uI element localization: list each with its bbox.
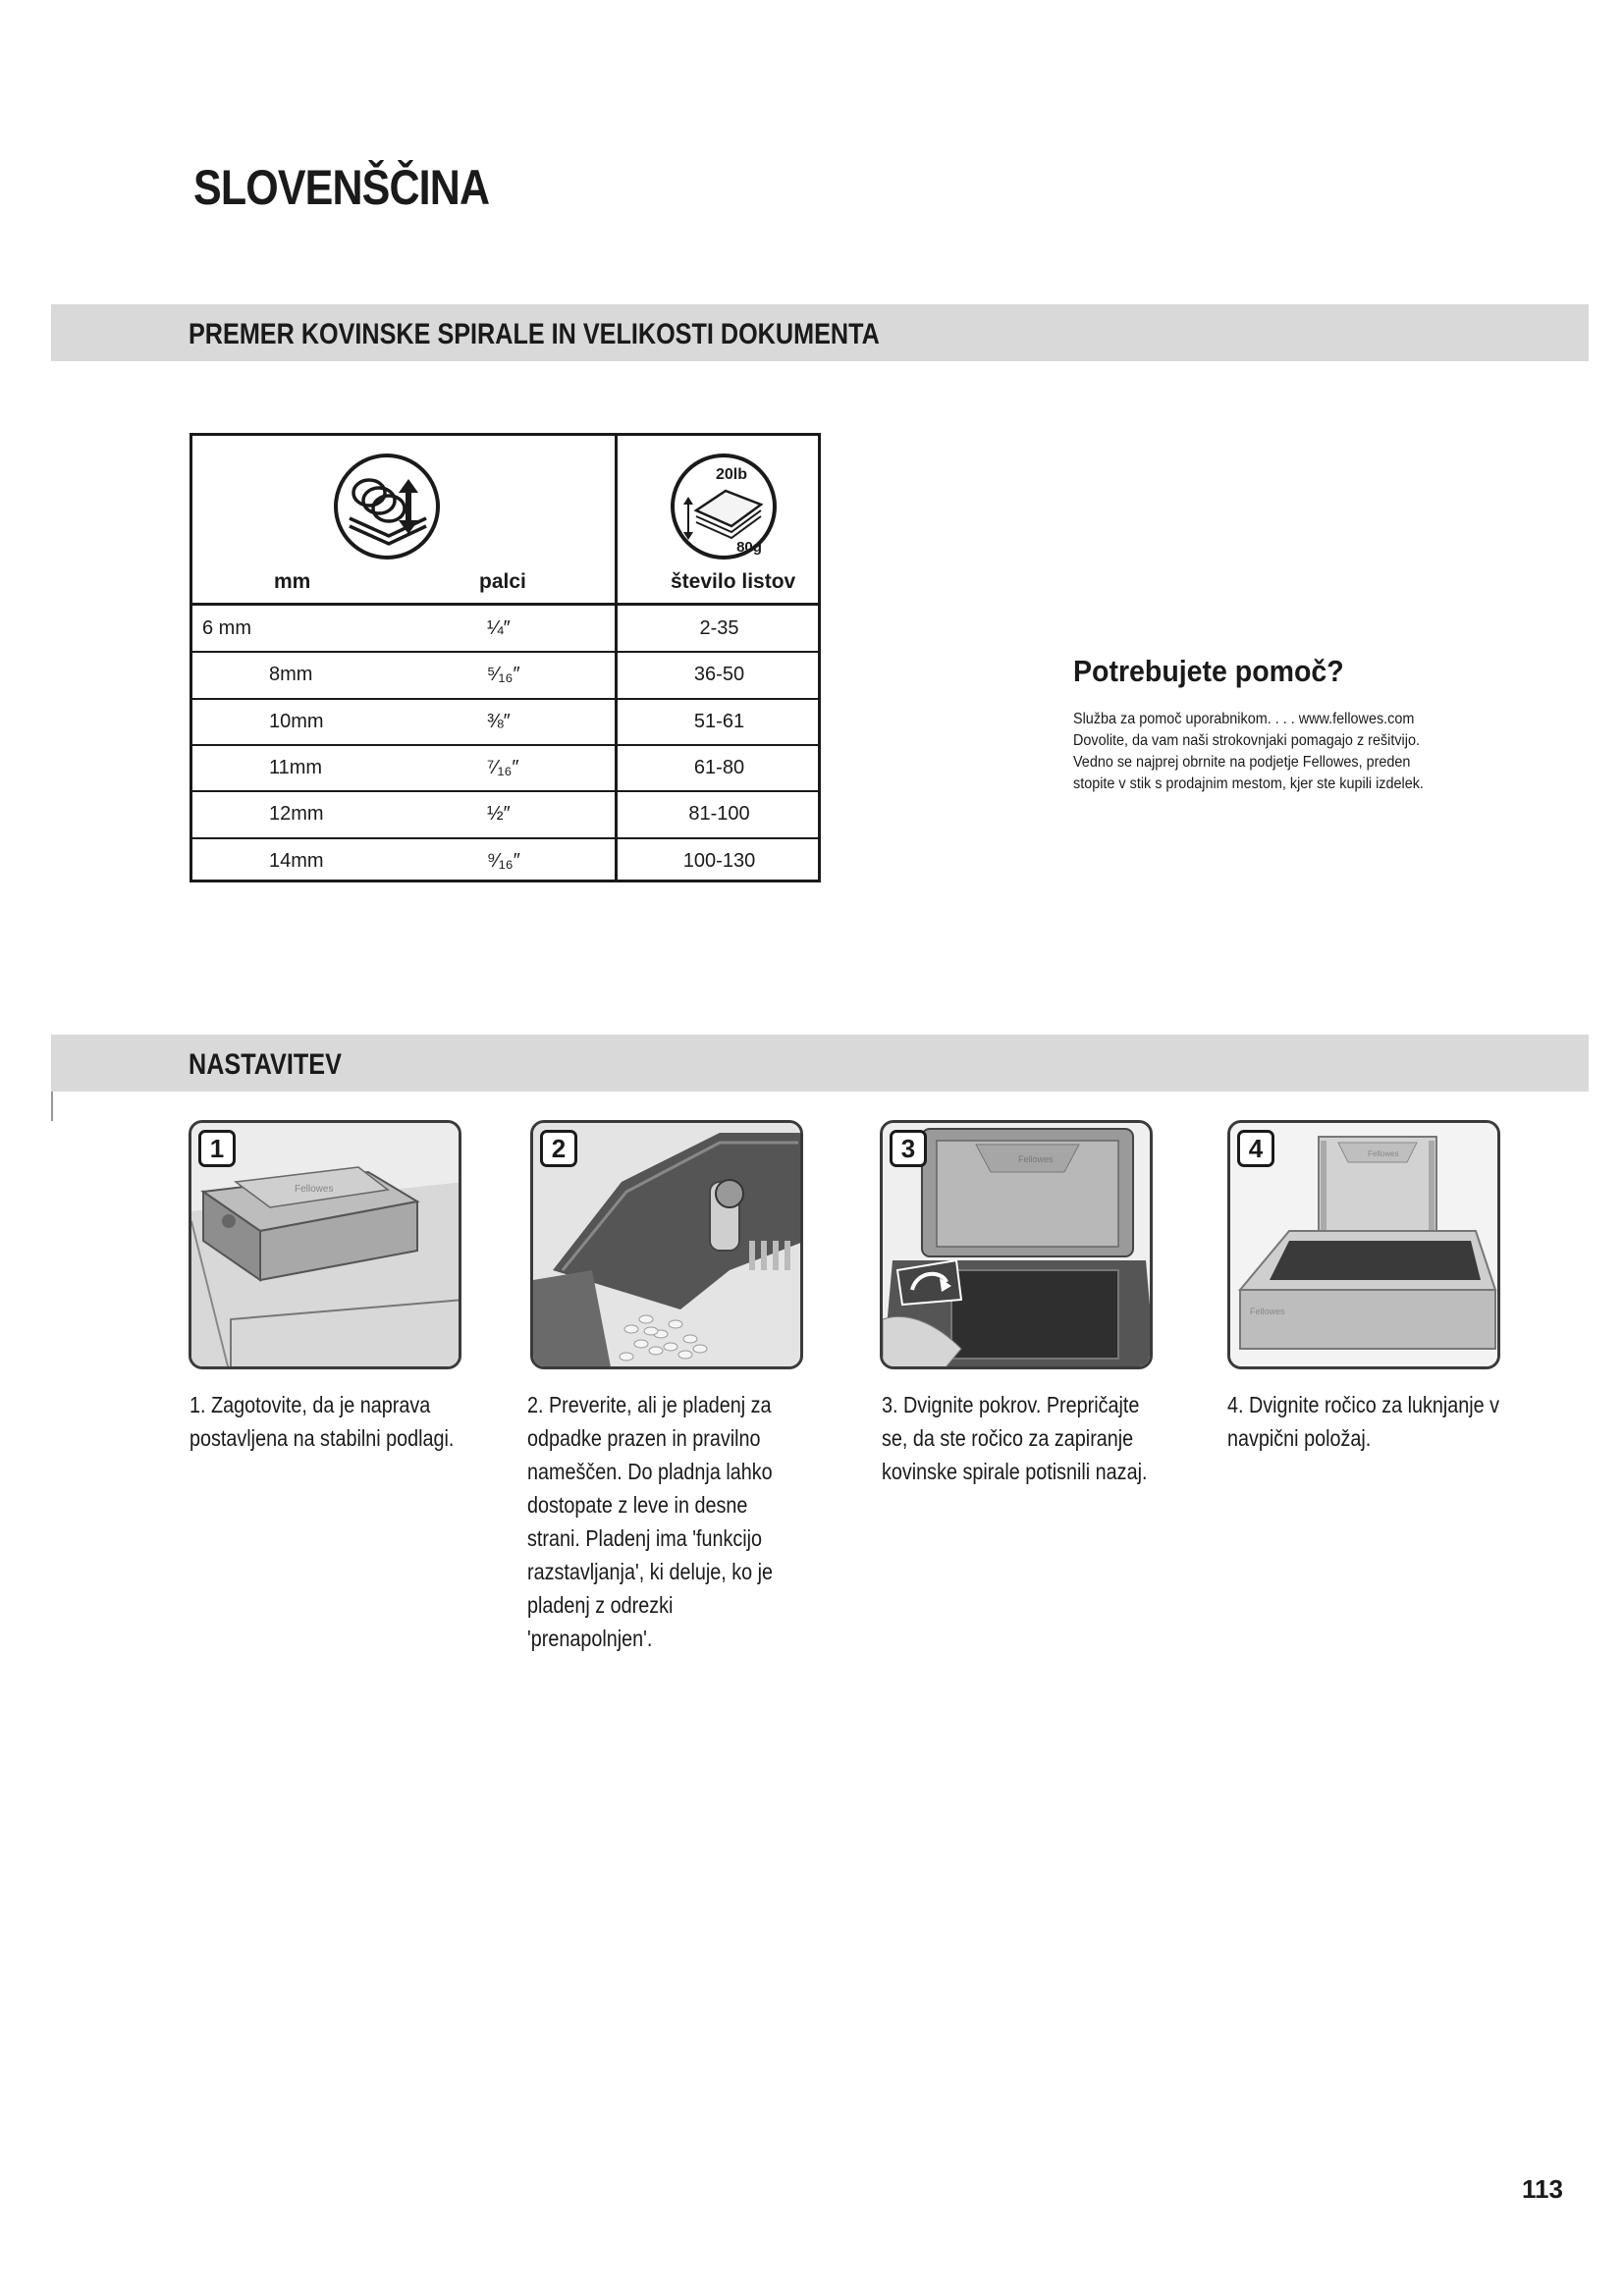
header-sheets: število listov xyxy=(671,570,796,593)
help-line: Vedno se najprej obrnite na podjetje Fellowes, preden xyxy=(1073,754,1411,771)
section-band-setup xyxy=(51,1035,1589,1092)
brand-label: Fellowes xyxy=(1250,1307,1285,1316)
cell-mm: 14mm xyxy=(269,849,324,872)
step-number: 3 xyxy=(890,1130,927,1167)
header-mm: mm xyxy=(274,570,311,593)
help-title: Potrebujete pomoč? xyxy=(1073,654,1344,688)
cell-mm: 6 mm xyxy=(202,617,251,639)
help-line: Dovolite, da vam naši strokovnjaki pomagajo z rešitvijo. xyxy=(1073,732,1420,749)
spiral-size-table xyxy=(189,433,821,882)
cell-inches: ⁹⁄₁₆″ xyxy=(487,849,520,872)
step-4-text: 4. Dvignite ročico za luknjanje v navpični položaj. xyxy=(1227,1392,1500,1451)
cell-mm: 11mm xyxy=(269,756,323,778)
step-number: 2 xyxy=(540,1130,577,1167)
row-divider xyxy=(192,651,818,653)
step-number: 1 xyxy=(198,1130,236,1167)
page-number: 113 xyxy=(1522,2174,1563,2204)
step-1-illustration xyxy=(189,1120,461,1369)
band-edge xyxy=(51,1092,53,1121)
paper-weight-g: 80g xyxy=(736,539,762,556)
step-2-illustration xyxy=(530,1120,803,1369)
cell-inches: ⁷⁄₁₆″ xyxy=(487,756,519,778)
step-number: 4 xyxy=(1237,1130,1274,1167)
row-divider xyxy=(192,790,818,792)
cell-inches: ¼″ xyxy=(487,617,511,639)
paper-stack-icon xyxy=(667,450,781,563)
row-divider xyxy=(192,837,818,839)
cell-sheets: 61-80 xyxy=(693,756,745,778)
cell-sheets: 81-100 xyxy=(688,803,750,826)
cell-inches: ⅜″ xyxy=(487,710,511,732)
section-title: NASTAVITEV xyxy=(189,1048,342,1081)
cell-sheets: 36-50 xyxy=(693,664,745,686)
help-line: stopite v stik s prodajnim mestom, kjer ste kupili izdelek. xyxy=(1073,775,1424,792)
step-3-illustration xyxy=(880,1120,1153,1369)
cell-inches: ½″ xyxy=(487,803,511,826)
cell-mm: 10mm xyxy=(269,710,324,732)
header-inches: palci xyxy=(479,570,526,593)
cell-sheets: 2-35 xyxy=(699,617,739,639)
row-divider xyxy=(192,698,818,700)
section-band-spiral-size xyxy=(51,304,1589,361)
paper-weight-lb: 20lb xyxy=(715,466,748,483)
section-title: PREMER KOVINSKE SPIRALE IN VELIKOSTI DOKUMENTA xyxy=(189,318,880,350)
language-title: SLOVENŠČINA xyxy=(193,160,490,215)
cell-inches: ⁵⁄₁₆″ xyxy=(487,664,520,686)
cell-sheets: 100-130 xyxy=(682,849,756,872)
header-divider xyxy=(192,603,818,606)
cell-sheets: 51-61 xyxy=(693,710,745,732)
row-divider xyxy=(192,744,818,746)
help-line: Služba za pomoč uporabnikom. . . . www.fellowes.com xyxy=(1073,711,1415,727)
cell-mm: 8mm xyxy=(269,664,313,686)
cell-mm: 12mm xyxy=(269,803,324,826)
step-1-text: 1. Zagotovite, da je naprava postavljena na stabilni podlagi. xyxy=(189,1392,455,1451)
brand-label: Fellowes xyxy=(1018,1154,1054,1164)
step-3-text: 3. Dvignite pokrov. Prepričajte se, da ste ročico za zapiranje kovinske spirale potisnili nazaj. xyxy=(882,1392,1148,1484)
brand-label: Fellowes xyxy=(295,1184,334,1195)
step-4-illustration xyxy=(1227,1120,1500,1369)
help-body xyxy=(1073,709,1471,795)
step-2-text: 2. Preverite, ali je pladenj za odpadke prazen in pravilno nameščen. Do pladnja lahko dostopate z leve in desne strani. Pladenj ima 'funkcijo razstavljanja', ki deluje, ko je pladenj z odrezki 'prenapolnjen'. xyxy=(527,1392,774,1651)
brand-label: Fellowes xyxy=(1368,1149,1399,1158)
spiral-coil-icon xyxy=(330,450,444,563)
